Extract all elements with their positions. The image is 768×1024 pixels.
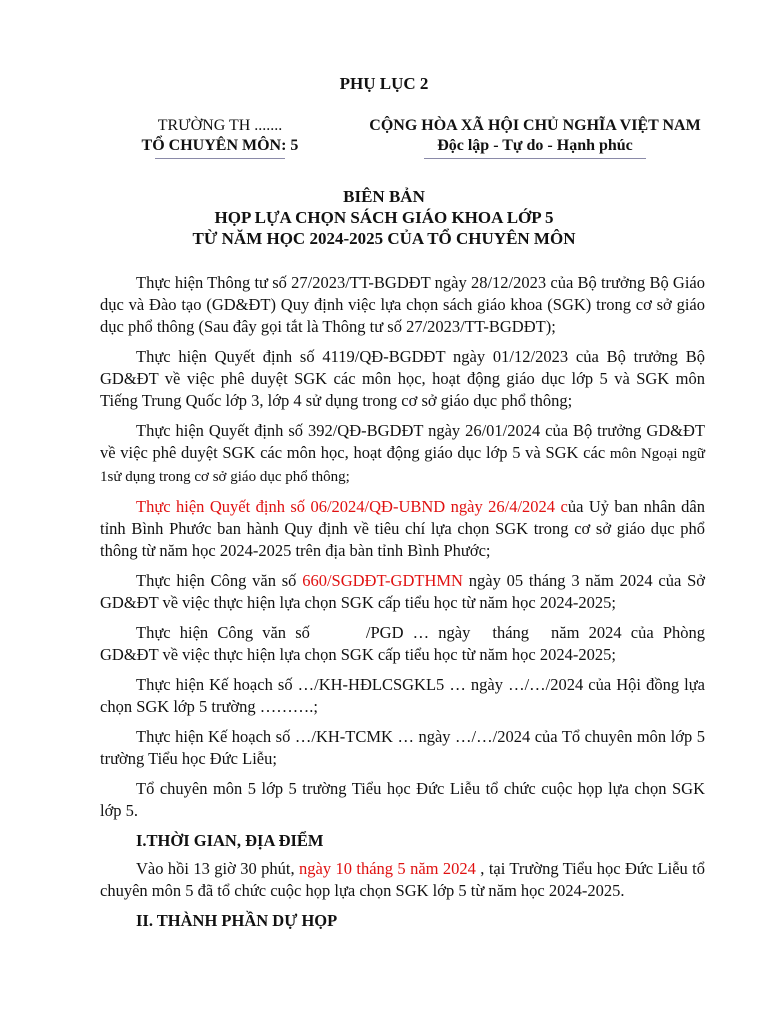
country-name: CỘNG HÒA XÃ HỘI CHỦ NGHĨA VIỆT NAM <box>369 117 701 134</box>
paragraph-dispatch-pgd <box>100 622 705 666</box>
title-line-2: HỌP LỰA CHỌN SÁCH GIÁO KHOA LỚP 5 <box>214 208 554 227</box>
paragraph-plan-council: Thực hiện Kế hoạch số …/KH-HĐLCSGKL5 … ngày …/…/2024 của Hội đồng lựa chọn SGK lớp 5 trường ……….; <box>100 675 705 716</box>
dispatch-pgd-b: /PGD … ngày <box>365 623 471 642</box>
section-1-text-b: , tại Trường Tiểu học Đức Liễu tổ chuyên môn 5 đã tổ chức cuộc họp lựa chọn SGK lớp 5 từ năm học 2024-2025. <box>100 859 706 900</box>
paragraph-decision-392-text: Thực hiện Quyết định số 392/QĐ-BGDĐT ngày 26/01/2024 của Bộ trưởng GD&ĐT về việc phê duyệt SGK các môn học, hoạt động giáo dục lớp 5 và SGK các <box>100 421 705 462</box>
paragraph-dispatch-660 <box>100 570 705 614</box>
department-name: TỔ CHUYÊN MÔN: 5 <box>141 137 299 154</box>
decision-06-highlight: Thực hiện Quyết định số 06/2024/QĐ-UBND ngày 26/4/2024 c <box>136 497 568 516</box>
appendix-label: PHỤ LỤC 2 <box>339 74 429 93</box>
section-1-text-a: Vào hồi 13 giờ 30 phút, <box>136 859 299 878</box>
title-line-3: TỪ NĂM HỌC 2024-2025 CỦA TỔ CHUYÊN MÔN <box>192 229 576 248</box>
dispatch-pgd-c: tháng <box>492 623 530 642</box>
motto-underline <box>424 158 646 159</box>
paragraph-decision-4119: Thực hiện Quyết định số 4119/QĐ-BGDĐT ngày 01/12/2023 của Bộ trưởng Bộ GD&ĐT về việc phê duyệt SGK các môn học, hoạt động giáo dục lớp 5 và SGK môn Tiếng Trung Quốc lớp 3, lớp 4 sử dụng trong cơ sở giáo dục phổ thông; <box>100 347 705 410</box>
school-name: TRƯỜNG TH ....... <box>157 117 283 134</box>
national-header <box>340 116 730 159</box>
paragraph-circular-27: Thực hiện Thông tư số 27/2023/TT-BGDĐT ngày 28/12/2023 của Bộ trưởng Bộ Giáo dục và Đào tạo (GD&ĐT) Quy định việc lựa chọn sách giáo khoa (SGK) trong cơ sở giáo dục phổ thông (Sau đây gọi tắt là Thông tư số 27/2023/TT-BGDĐT); <box>100 273 705 336</box>
paragraph-decision-06 <box>100 496 705 562</box>
section-2-heading: II. THÀNH PHẦN DỰ HỌP <box>136 911 338 930</box>
title-line-1: BIÊN BẢN <box>343 187 425 206</box>
document-title <box>0 186 768 249</box>
decision-06-text: ủa Uỷ ban nhân dân tỉnh Bình Phước ban hành Quy định về tiêu chí lựa chọn SGK trong cơ sở giáo dục phổ thông từ năm học 2024-2025 trên địa bàn tỉnh Bình Phước; <box>100 497 705 560</box>
document-body <box>100 272 705 938</box>
section-1-heading: I.THỜI GIAN, ĐỊA ĐIỂM <box>136 831 324 850</box>
paragraph-plan-team: Thực hiện Kế hoạch số …/KH-TCMK … ngày …/…/2024 của Tổ chuyên môn lớp 5 trường Tiểu học Đức Liễu; <box>100 727 705 768</box>
department-underline <box>155 158 285 159</box>
dispatch-pgd-a: Thực hiện Công văn số <box>136 623 310 642</box>
paragraph-decision-392 <box>100 420 705 488</box>
dispatch-660-number: 660/SGDĐT-GDTHMN <box>302 571 463 590</box>
school-header <box>110 116 330 159</box>
meeting-date: ngày 10 tháng 5 năm 2024 <box>299 859 476 878</box>
dispatch-pgd-d: năm 2024 của Phòng GD&ĐT về việc thực hiện lựa chọn SGK cấp tiểu học từ năm học 2024-2025; <box>100 623 705 664</box>
paragraph-decision-392-tail: môn Ngoại ngữ 1sử dụng trong cơ sở giáo dục phổ thông; <box>100 446 705 485</box>
paragraph-meeting-intro: Tổ chuyên môn 5 lớp 5 trường Tiểu học Đức Liễu tổ chức cuộc họp lựa chọn SGK lớp 5. <box>100 779 705 820</box>
national-motto: Độc lập - Tự do - Hạnh phúc <box>437 137 633 154</box>
dispatch-660-text: ngày 05 tháng 3 năm 2024 của Sở GD&ĐT về việc thực hiện lựa chọn SGK cấp tiểu học từ năm học 2024-2025; <box>100 571 705 612</box>
dispatch-660-lead: Thực hiện Công văn số <box>136 571 303 590</box>
section-1-text <box>100 858 705 902</box>
